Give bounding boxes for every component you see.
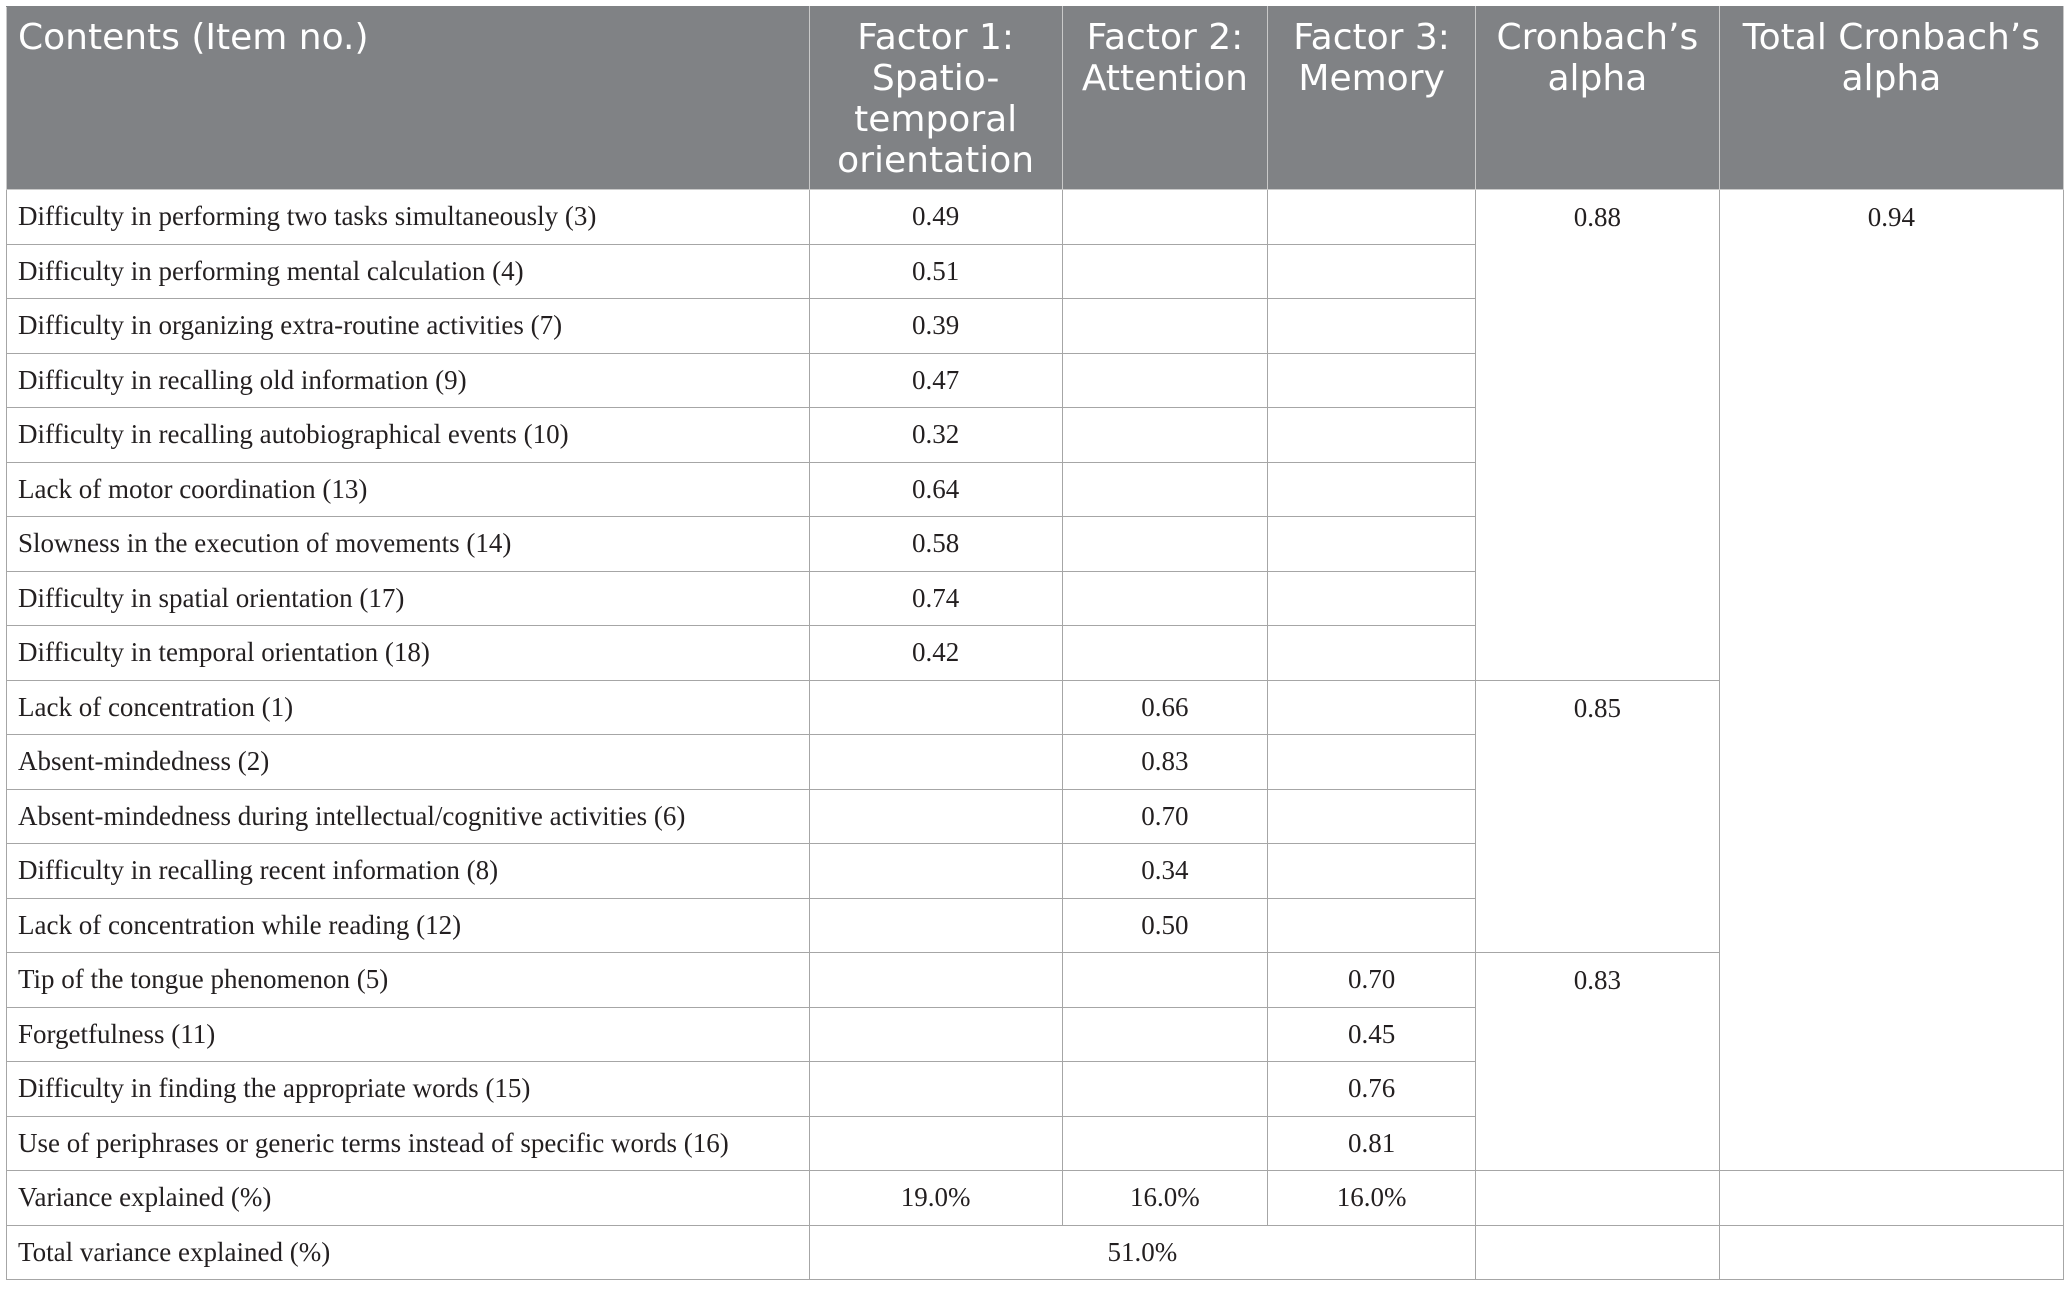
factor-1-loading [809,844,1062,899]
factor-2-loading [1062,626,1268,681]
factor-3-loading [1268,408,1476,463]
factor-1-loading [809,1062,1062,1117]
item-label: Difficulty in spatial orientation (17) [7,571,810,626]
total-variance-label: Total variance explained (%) [7,1225,810,1280]
item-label: Difficulty in recalling old information (9) [7,353,810,408]
item-label: Absent-mindedness during intellectual/cognitive activities (6) [7,789,810,844]
item-label: Lack of concentration while reading (12) [7,898,810,953]
factor-3-loading [1268,571,1476,626]
variance-factor-3: 16.0% [1268,1171,1476,1226]
variance-row [7,1171,2064,1226]
empty-cell [1719,1225,2063,1280]
factor-3-loading [1268,190,1476,245]
empty-cell [1475,1171,1719,1226]
factor-2-loading [1062,571,1268,626]
item-label: Tip of the tongue phenomenon (5) [7,953,810,1008]
factor-3-loading: 0.76 [1268,1062,1476,1117]
item-label: Difficulty in performing mental calculation (4) [7,244,810,299]
item-label: Slowness in the execution of movements (14) [7,517,810,572]
factor-1-loading [809,735,1062,790]
item-label: Use of periphrases or generic terms instead of specific words (16) [7,1116,810,1171]
total-cronbach-alpha: 0.94 [1719,190,2063,1171]
item-label: Forgetfulness (11) [7,1007,810,1062]
factor-1-loading: 0.32 [809,408,1062,463]
factor-1-loading: 0.58 [809,517,1062,572]
factor-1-loading: 0.64 [809,462,1062,517]
header-row [7,7,2064,190]
header-cronbach-alpha: Cronbach’s alpha [1475,7,1719,190]
header-contents: Contents (Item no.) [7,7,810,190]
item-label: Difficulty in performing two tasks simultaneously (3) [7,190,810,245]
factor-3-loading [1268,844,1476,899]
empty-cell [1475,1225,1719,1280]
factor-3-loading [1268,244,1476,299]
factor-3-loading [1268,462,1476,517]
factor-2-loading [1062,299,1268,354]
factor-1-loading: 0.47 [809,353,1062,408]
factor-3-loading [1268,735,1476,790]
item-label: Difficulty in organizing extra-routine activities (7) [7,299,810,354]
factor-1-loading: 0.49 [809,190,1062,245]
variance-label: Variance explained (%) [7,1171,810,1226]
factor-2-loading: 0.50 [1062,898,1268,953]
item-label: Lack of motor coordination (13) [7,462,810,517]
factor-2-loading [1062,953,1268,1008]
factor-1-loading [809,1007,1062,1062]
factor-1-loading [809,680,1062,735]
factor-3-loading [1268,898,1476,953]
table-row [7,190,2064,245]
factor-3-loading [1268,626,1476,681]
factor-2-loading: 0.70 [1062,789,1268,844]
factor-2-loading [1062,408,1268,463]
factor-3-loading [1268,789,1476,844]
factor-loadings-table [6,6,2064,1280]
factor-3-loading: 0.81 [1268,1116,1476,1171]
header-factor-1: Factor 1: Spatio-temporal orientation [809,7,1062,190]
factor-2-loading [1062,1062,1268,1117]
factor-1-loading [809,1116,1062,1171]
item-label: Difficulty in finding the appropriate words (15) [7,1062,810,1117]
factor-2-loading: 0.83 [1062,735,1268,790]
factor-2-loading [1062,353,1268,408]
variance-factor-1: 19.0% [809,1171,1062,1226]
factor-2-loading [1062,1007,1268,1062]
factor-2-loading [1062,1116,1268,1171]
factor-3-loading [1268,517,1476,572]
item-label: Difficulty in recalling autobiographical events (10) [7,408,810,463]
factor-1-loading: 0.39 [809,299,1062,354]
factor-3-loading: 0.70 [1268,953,1476,1008]
factor-2-loading [1062,517,1268,572]
factor-2-loading [1062,190,1268,245]
factor-3-cronbach-alpha: 0.83 [1475,953,1719,1171]
factor-1-cronbach-alpha: 0.88 [1475,190,1719,681]
factor-1-loading: 0.42 [809,626,1062,681]
empty-cell [1719,1171,2063,1226]
item-label: Difficulty in temporal orientation (18) [7,626,810,681]
total-variance-value: 51.0% [809,1225,1475,1280]
item-label: Absent-mindedness (2) [7,735,810,790]
factor-2-loading: 0.34 [1062,844,1268,899]
factor-3-loading [1268,353,1476,408]
factor-3-loading: 0.45 [1268,1007,1476,1062]
factor-2-cronbach-alpha: 0.85 [1475,680,1719,953]
item-label: Difficulty in recalling recent information (8) [7,844,810,899]
factor-3-loading [1268,680,1476,735]
factor-1-loading [809,953,1062,1008]
header-factor-2: Factor 2: Attention [1062,7,1268,190]
factor-1-loading: 0.51 [809,244,1062,299]
header-total-cronbach-alpha: Total Cronbach’s alpha [1719,7,2063,190]
factor-1-loading [809,898,1062,953]
factor-1-loading [809,789,1062,844]
variance-factor-2: 16.0% [1062,1171,1268,1226]
factor-3-loading [1268,299,1476,354]
factor-2-loading [1062,462,1268,517]
header-factor-3: Factor 3: Memory [1268,7,1476,190]
factor-2-loading [1062,244,1268,299]
item-label: Lack of concentration (1) [7,680,810,735]
total-variance-row [7,1225,2064,1280]
factor-1-loading: 0.74 [809,571,1062,626]
factor-2-loading: 0.66 [1062,680,1268,735]
